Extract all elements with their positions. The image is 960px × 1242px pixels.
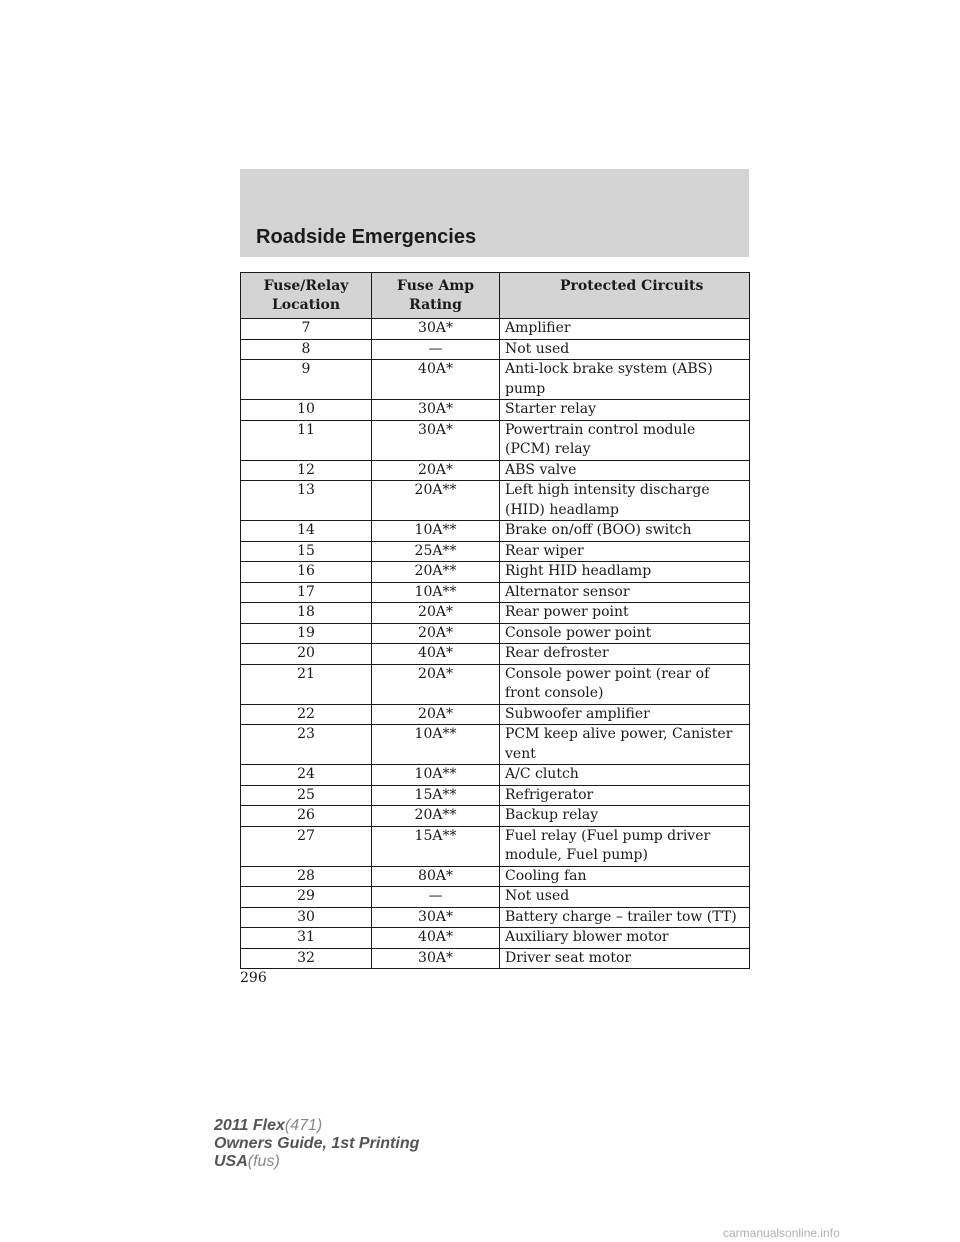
table-row xyxy=(241,644,750,665)
amp-rating-cell: 40A* xyxy=(372,644,500,665)
fuse-table xyxy=(240,272,750,969)
column-header-location: Fuse/Relay Location xyxy=(241,273,372,319)
footer-market-code: (fus) xyxy=(247,1153,280,1170)
fuse-location-cell: 13 xyxy=(241,481,372,521)
fuse-location-cell: 9 xyxy=(241,360,372,400)
table-row xyxy=(241,360,750,400)
table-row xyxy=(241,887,750,908)
amp-rating-cell: 20A** xyxy=(372,481,500,521)
protected-circuit-cell: Brake on/off (BOO) switch xyxy=(500,521,750,542)
protected-circuit-cell: Rear power point xyxy=(500,603,750,624)
fuse-location-cell: 31 xyxy=(241,928,372,949)
page-number: 296 xyxy=(240,970,267,986)
amp-rating-cell: 40A* xyxy=(372,360,500,400)
print-footer xyxy=(214,1117,419,1171)
protected-circuit-cell: Rear wiper xyxy=(500,541,750,562)
amp-rating-cell: 10A** xyxy=(372,582,500,603)
protected-circuit-cell: Not used xyxy=(500,339,750,360)
fuse-location-cell: 20 xyxy=(241,644,372,665)
table-row xyxy=(241,521,750,542)
amp-rating-cell: 40A* xyxy=(372,928,500,949)
table-row xyxy=(241,623,750,644)
fuse-location-cell: 17 xyxy=(241,582,372,603)
table-row xyxy=(241,785,750,806)
table-row xyxy=(241,603,750,624)
fuse-location-cell: 27 xyxy=(241,826,372,866)
fuse-location-cell: 32 xyxy=(241,948,372,969)
table-row xyxy=(241,704,750,725)
table-row xyxy=(241,582,750,603)
table-row xyxy=(241,339,750,360)
fuse-location-cell: 25 xyxy=(241,785,372,806)
amp-rating-cell: 30A* xyxy=(372,907,500,928)
fuse-location-cell: 8 xyxy=(241,339,372,360)
watermark: carmanualsonline.info xyxy=(723,1226,840,1240)
protected-circuit-cell: Cooling fan xyxy=(500,866,750,887)
footer-model: 2011 Flex xyxy=(214,1117,285,1134)
protected-circuit-cell: Auxiliary blower motor xyxy=(500,928,750,949)
amp-rating-cell: — xyxy=(372,339,500,360)
fuse-location-cell: 7 xyxy=(241,319,372,340)
amp-rating-cell: 20A* xyxy=(372,460,500,481)
amp-rating-cell: 30A* xyxy=(372,319,500,340)
table-row xyxy=(241,460,750,481)
footer-printing: Owners Guide, 1st Printing xyxy=(214,1135,420,1152)
column-header-protected-circuits: Protected Circuits xyxy=(500,273,750,319)
table-row xyxy=(241,765,750,786)
amp-rating-cell: 10A** xyxy=(372,725,500,765)
fuse-location-cell: 16 xyxy=(241,562,372,583)
fuse-location-cell: 21 xyxy=(241,664,372,704)
section-title: Roadside Emergencies xyxy=(256,226,477,248)
fuse-location-cell: 18 xyxy=(241,603,372,624)
table-body xyxy=(241,319,750,969)
table-row xyxy=(241,907,750,928)
fuse-location-cell: 15 xyxy=(241,541,372,562)
amp-rating-cell: 10A** xyxy=(372,765,500,786)
amp-rating-cell: 30A* xyxy=(372,400,500,421)
amp-rating-cell: 25A** xyxy=(372,541,500,562)
table-row xyxy=(241,826,750,866)
protected-circuit-cell: Battery charge – trailer tow (TT) xyxy=(500,907,750,928)
amp-rating-cell: 20A* xyxy=(372,623,500,644)
amp-rating-cell: 30A* xyxy=(372,420,500,460)
table-row xyxy=(241,319,750,340)
table-row xyxy=(241,420,750,460)
column-header-amp-rating: Fuse Amp Rating xyxy=(372,273,500,319)
table-row xyxy=(241,725,750,765)
fuse-location-cell: 12 xyxy=(241,460,372,481)
amp-rating-cell: 20A** xyxy=(372,562,500,583)
footer-code: (471) xyxy=(284,1117,323,1134)
protected-circuit-cell: Backup relay xyxy=(500,806,750,827)
amp-rating-cell: 10A** xyxy=(372,521,500,542)
protected-circuit-cell: Rear defroster xyxy=(500,644,750,665)
table-row xyxy=(241,948,750,969)
amp-rating-cell: 20A* xyxy=(372,704,500,725)
protected-circuit-cell: Powertrain control module (PCM) relay xyxy=(500,420,750,460)
protected-circuit-cell: Anti-lock brake system (ABS) pump xyxy=(500,360,750,400)
fuse-location-cell: 19 xyxy=(241,623,372,644)
fuse-location-cell: 29 xyxy=(241,887,372,908)
fuse-location-cell: 23 xyxy=(241,725,372,765)
fuse-location-cell: 30 xyxy=(241,907,372,928)
fuse-location-cell: 28 xyxy=(241,866,372,887)
fuse-location-cell: 10 xyxy=(241,400,372,421)
protected-circuit-cell: Driver seat motor xyxy=(500,948,750,969)
table-row xyxy=(241,928,750,949)
protected-circuit-cell: ABS valve xyxy=(500,460,750,481)
amp-rating-cell: 20A* xyxy=(372,603,500,624)
table-row xyxy=(241,562,750,583)
footer-market: USA xyxy=(214,1153,248,1170)
amp-rating-cell: — xyxy=(372,887,500,908)
table-row xyxy=(241,664,750,704)
fuse-location-cell: 26 xyxy=(241,806,372,827)
fuse-location-cell: 22 xyxy=(241,704,372,725)
amp-rating-cell: 30A* xyxy=(372,948,500,969)
protected-circuit-cell: Subwoofer amplifier xyxy=(500,704,750,725)
amp-rating-cell: 20A** xyxy=(372,806,500,827)
protected-circuit-cell: Right HID headlamp xyxy=(500,562,750,583)
table-row xyxy=(241,400,750,421)
table-row xyxy=(241,541,750,562)
protected-circuit-cell: Console power point (rear of front console) xyxy=(500,664,750,704)
protected-circuit-cell: Left high intensity discharge (HID) headlamp xyxy=(500,481,750,521)
fuse-location-cell: 11 xyxy=(241,420,372,460)
amp-rating-cell: 80A* xyxy=(372,866,500,887)
protected-circuit-cell: A/C clutch xyxy=(500,765,750,786)
protected-circuit-cell: Amplifier xyxy=(500,319,750,340)
protected-circuit-cell: Console power point xyxy=(500,623,750,644)
table-row xyxy=(241,866,750,887)
table-row xyxy=(241,481,750,521)
protected-circuit-cell: Alternator sensor xyxy=(500,582,750,603)
protected-circuit-cell: Refrigerator xyxy=(500,785,750,806)
protected-circuit-cell: Fuel relay (Fuel pump driver module, Fuel pump) xyxy=(500,826,750,866)
protected-circuit-cell: PCM keep alive power, Canister vent xyxy=(500,725,750,765)
table-row xyxy=(241,806,750,827)
fuse-location-cell: 24 xyxy=(241,765,372,786)
protected-circuit-cell: Not used xyxy=(500,887,750,908)
fuse-location-cell: 14 xyxy=(241,521,372,542)
protected-circuit-cell: Starter relay xyxy=(500,400,750,421)
table-header xyxy=(241,273,750,319)
amp-rating-cell: 20A* xyxy=(372,664,500,704)
amp-rating-cell: 15A** xyxy=(372,826,500,866)
amp-rating-cell: 15A** xyxy=(372,785,500,806)
